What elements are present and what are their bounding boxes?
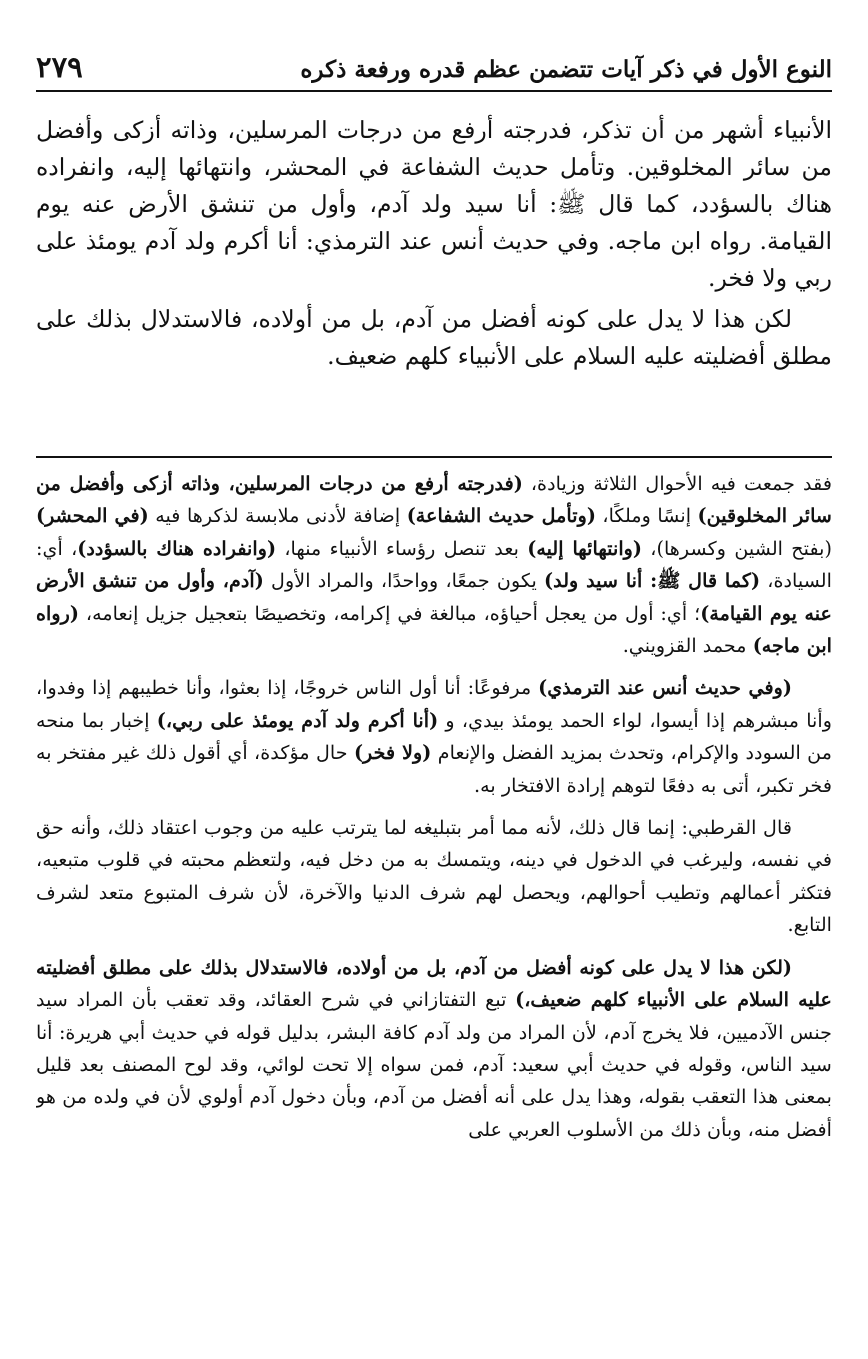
page-header: [36, 44, 832, 92]
commentary-text: ؛ أي: أول من يعجل أحياؤه، مبالغة في إكرامه، وتخصيصًا بتعجيل جزيل إنعامه،: [79, 601, 701, 625]
quoted-text: (كما قال ﷺ: أنا سيد ولد): [544, 569, 761, 593]
commentary-text: فقد جمعت فيه الأحوال الثلاثة وزيادة،: [522, 472, 832, 495]
book-page: [36, 0, 832, 1359]
main-text: [36, 112, 832, 432]
quoted-text: (وانفراده هناك بالسؤدد): [77, 536, 277, 560]
commentary-text: إخبار بما منحه من السودد والإكرام، وتحدث بمزيد الفضل والإنعام: [36, 708, 832, 765]
commentary-text: ، أي: السيادة،: [36, 536, 832, 593]
commentary-paragraph: [36, 672, 832, 802]
commentary-text: تبع التفتازاني في شرح العقائد، وقد تعقب بأن المراد سيد جنس الآدميين، فلا يخرج آدم، لأن المراد من ولد آدم كافة البشر، بدليل قوله في حديث أبي هريرة: أنا سيد الناس، وقوله في حديث أبي سعيد: آدم، فمن سواه إلا تحت لوائي، وقد لوح المصنف بعد قليل بمعنى هذا التعقب بقوله، وهذا يدل على أنه أفضل من آدم، وبأن دخول آدم أولوي لأن في ولده من هو أفضل منه، وبأن ذلك من الأسلوب العربي على: [36, 988, 832, 1141]
quoted-text: (فدرجته أرفع من درجات المرسلين، وذاته أزكى وأفضل من سائر المخلوقين): [36, 472, 832, 528]
quoted-text: (لكن هذا لا يدل على كونه أفضل من آدم، بل من أولاده، فالاستدلال بذلك على مطلق أفضليته عليه السلام على الأنبياء كلهم ضعيف،): [36, 955, 832, 1012]
quoted-text: (في المحشر): [36, 504, 149, 528]
quoted-text: (ولا فخر): [353, 741, 432, 765]
main-paragraph: لكن هذا لا يدل على كونه أفضل من آدم، بل من أولاده، فالاستدلال بذلك على مطلق أفضليته عليه السلام على الأنبياء كلهم ضعيف.: [36, 305, 832, 370]
quoted-text: (رواه ابن ماجه): [36, 601, 832, 658]
commentary-paragraph: [36, 812, 832, 942]
quoted-text: (أنا أكرم ولد آدم يومئذ على ربي،): [156, 708, 439, 732]
quoted-text: (وفي حديث أنس عند الترمذي): [538, 676, 792, 700]
running-title: النوع الأول في ذكر آيات تتضمن عظم قدره ورفعة ذكره: [300, 56, 832, 83]
divider-line: [36, 456, 832, 458]
commentary-text: إضافة لأدنى ملابسة لذكرها فيه: [148, 504, 407, 528]
quoted-text: (وتأمل حديث الشفاعة): [406, 504, 596, 528]
commentary-text: إنسًا وملكًا،: [595, 504, 698, 528]
commentary-text: بعد تنصل رؤساء الأنبياء منها،: [276, 536, 528, 560]
quoted-text: (وانتهائها إليه): [527, 536, 642, 560]
commentary-paragraph: [36, 468, 832, 662]
commentary-paragraph: [36, 952, 832, 1146]
quoted-text: (آدم، وأول من تنشق الأرض عنه يوم القيامة): [36, 569, 832, 625]
commentary-text: (بفتح الشين وكسرها)،: [642, 536, 832, 560]
commentary-text: قال القرطبي: إنما قال ذلك، لأنه مما أمر بتبليغه لما يترتب عليه من وجوب اعتقاد ذلك، وأنه حق في نفسه، وليرغب في الدخول في دينه، ويتمسك به من دخل فيه، ولتعظم محبته في قلوب متبعيه، فتكثر أعمالهم وتطيب أحوالهم، ويحصل لهم شرف الدنيا والآخرة، لأن شرف المتبوع متعد لشرف التابع.: [36, 816, 832, 937]
commentary-text: يكون جمعًا، وواحدًا، والمراد الأول: [263, 569, 545, 593]
commentary-text: محمد القزويني.: [622, 634, 753, 658]
commentary-section: [36, 468, 832, 1335]
commentary-text: حال مؤكدة، أي أقول ذلك غير مفتخر به فخر تكبر، أتى به دفعًا لتوهم إرادة الافتخار به.: [36, 741, 832, 797]
page-number: ٢٧٩: [36, 50, 83, 84]
main-paragraph: الأنبياء أشهر من أن تذكر، فدرجته أرفع من درجات المرسلين، وذاته أزكى وأفضل من سائر المخلوقين. وتأمل حديث الشفاعة في المحشر، وانتهائها إليه، وانفراده هناك بالسؤدد، كما قال ﷺ: أنا سيد ولد آدم، وأول من تنشق الأرض عنه يوم القيامة. رواه ابن ماجه. وفي حديث أنس عند الترمذي: أنا أكرم ولد آدم يومئذ على ربي ولا فخر.: [36, 116, 832, 292]
commentary-text: مرفوعًا: أنا أول الناس خروجًا، إذا بعثوا، وأنا خطيبهم إذا وفدوا، وأنا مبشرهم إذا أيسوا، لواء الحمد يومئذ بيدي، و: [36, 676, 832, 732]
